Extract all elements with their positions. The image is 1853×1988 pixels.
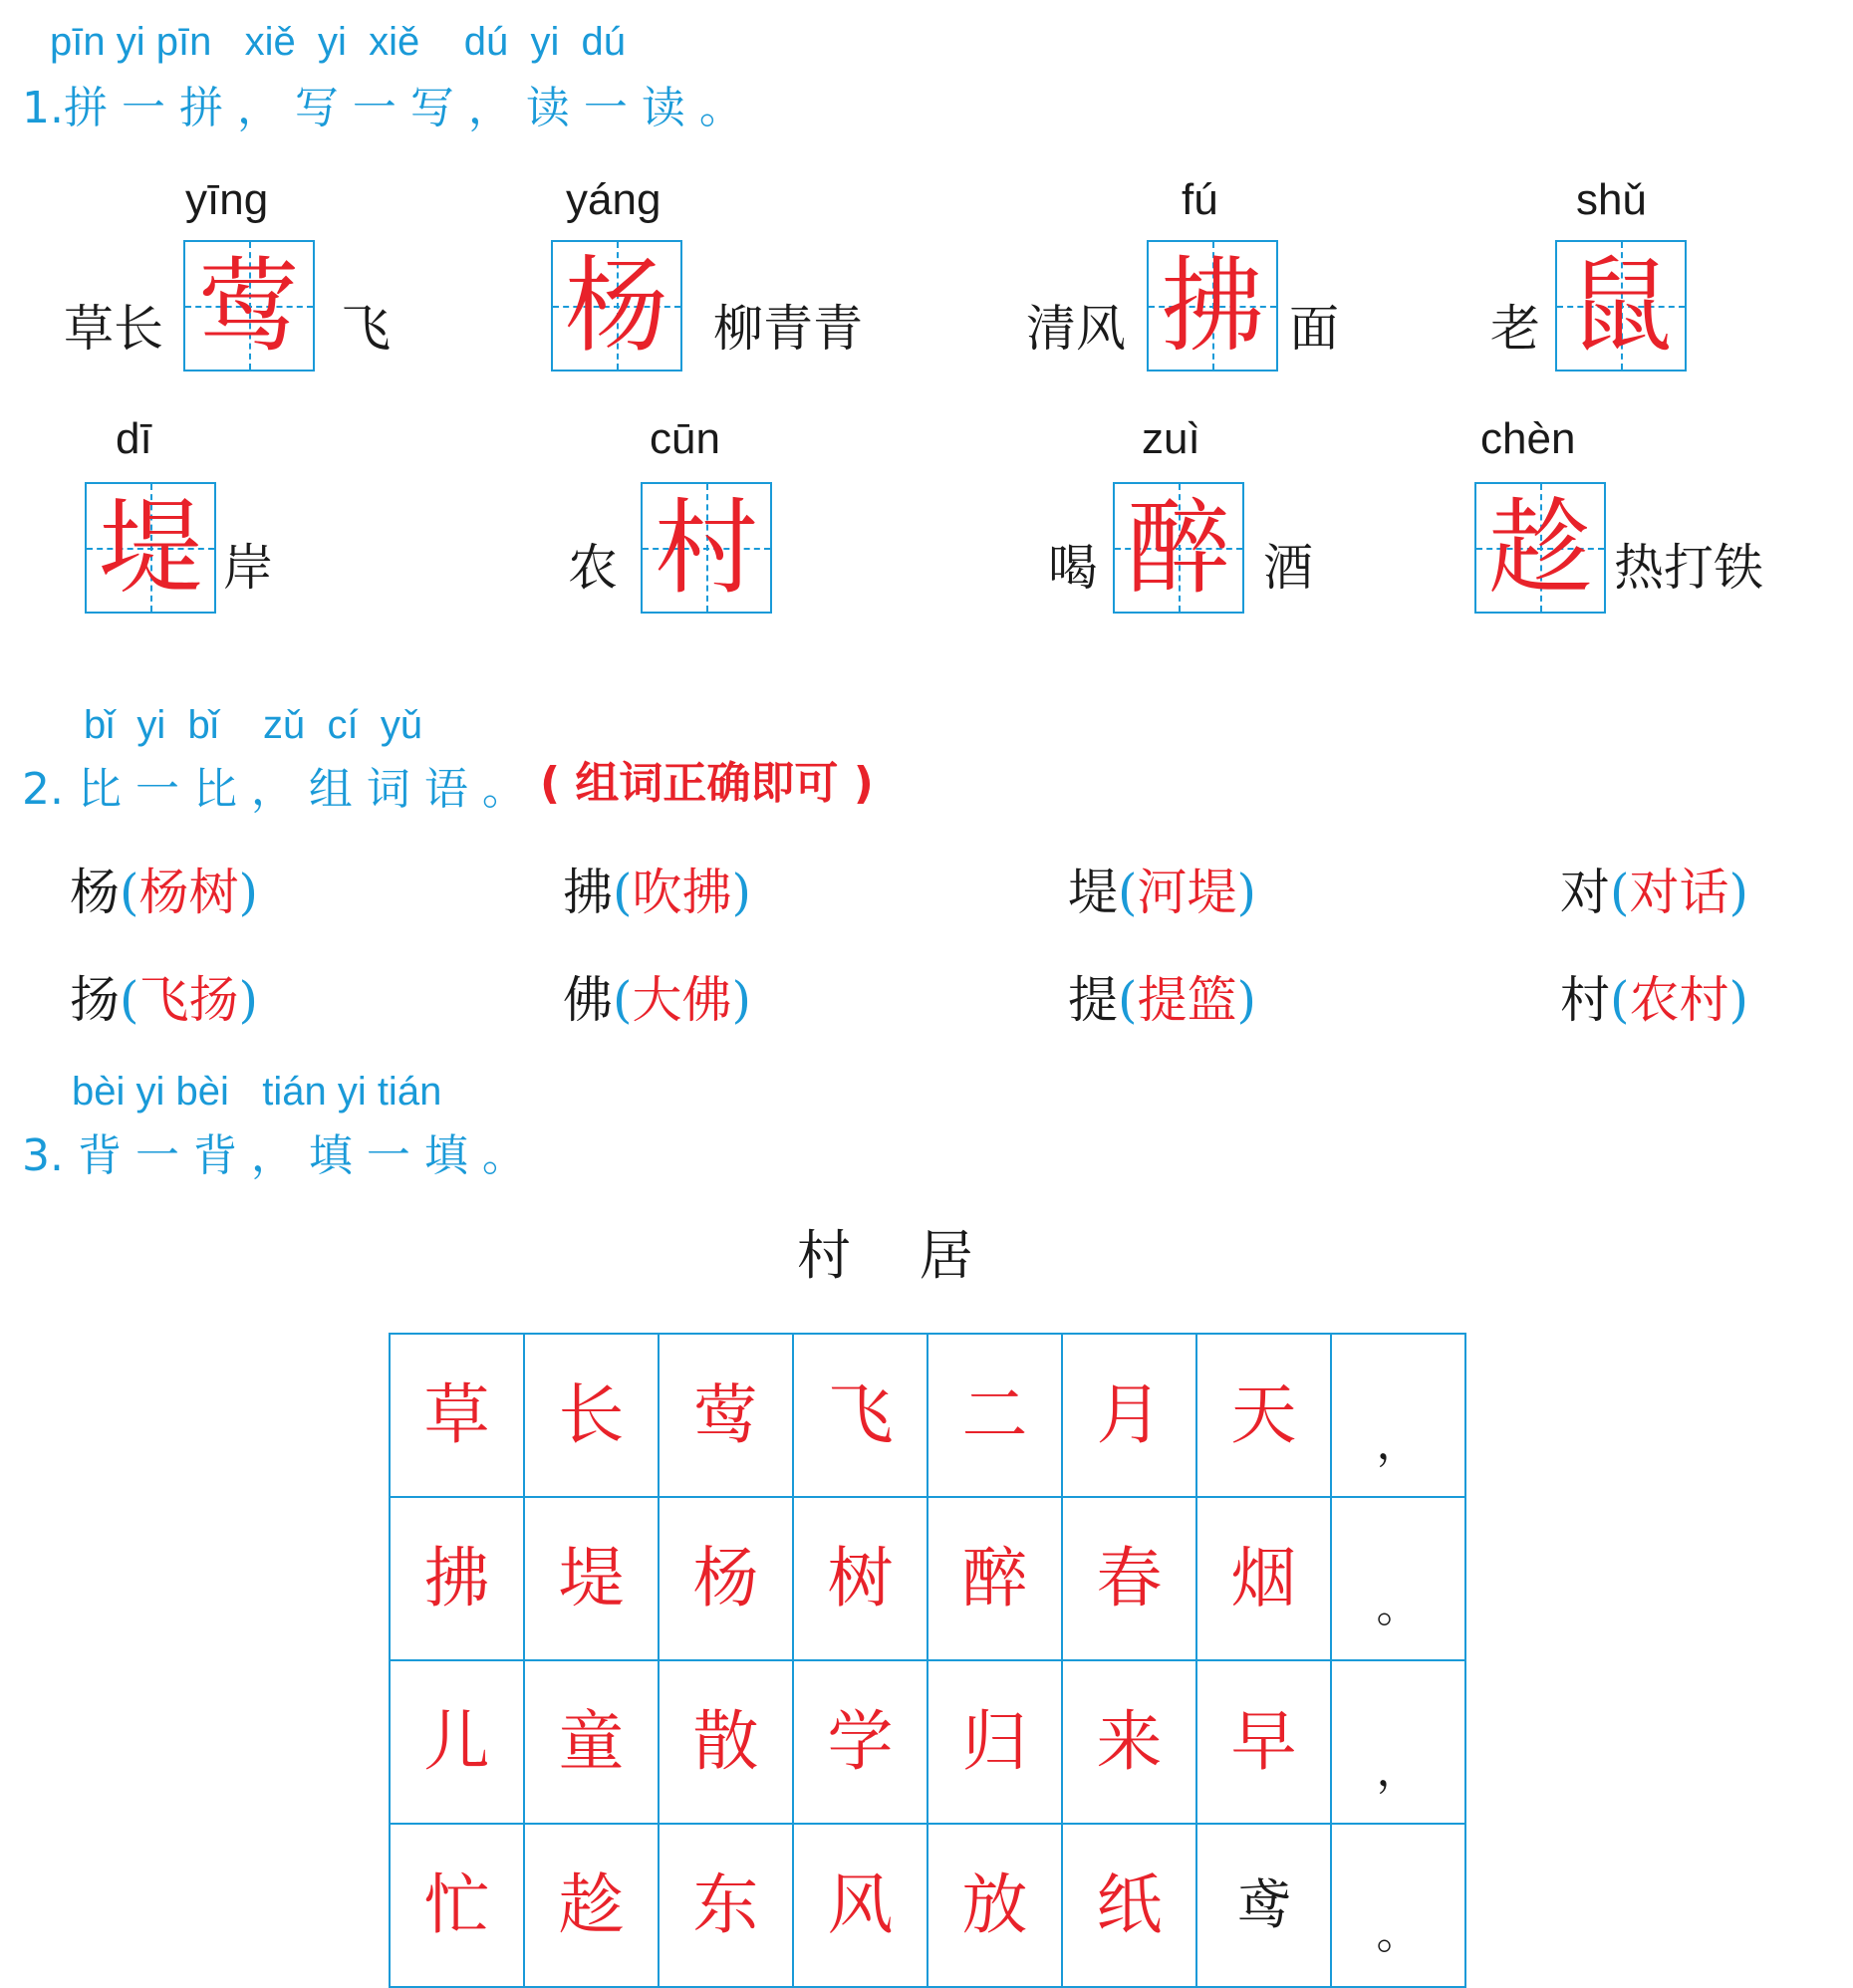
q1-item-char: 莺: [196, 245, 301, 367]
q1-item-after: 酒: [1263, 539, 1313, 597]
open-paren: (: [1610, 864, 1630, 921]
tianzige-box: [1555, 240, 1687, 372]
poem-line: [390, 1660, 1465, 1824]
poem-cell: 来: [1062, 1660, 1196, 1824]
q2-pair: [1068, 853, 1256, 924]
poem-cell: 散: [659, 1660, 793, 1824]
poem-line: [390, 1497, 1465, 1660]
q2-char: 村: [1560, 971, 1610, 1029]
poem-punctuation: ，: [1331, 1334, 1465, 1497]
poem-line: [390, 1334, 1465, 1497]
q1-item-after: 柳青青: [713, 300, 863, 358]
tianzige-box: [641, 482, 772, 614]
q1-item-after: 飞: [341, 300, 391, 358]
q2-pair: [563, 960, 751, 1032]
poem-cell: 月: [1062, 1334, 1196, 1497]
q1-item-after: 面: [1289, 300, 1339, 358]
poem-cell: 儿: [390, 1660, 524, 1824]
poem-cell: 烟: [1196, 1497, 1331, 1660]
open-paren: (: [613, 864, 633, 921]
q1-item-pinyin: yīng: [185, 175, 269, 224]
poem-grid: [389, 1333, 1466, 1988]
poem-cell: 天: [1196, 1334, 1331, 1497]
poem-punctuation: 。: [1331, 1497, 1465, 1660]
q1-item-pinyin: cūn: [650, 414, 720, 463]
poem-title: 村 居: [797, 1224, 973, 1287]
q2-char: 杨: [70, 864, 120, 921]
q2-pair: [1560, 853, 1748, 924]
q1-item-pinyin: chèn: [1480, 414, 1576, 463]
open-paren: (: [1118, 864, 1138, 921]
q1-item-before: 清风: [1026, 300, 1126, 358]
q2-word: 大佛: [632, 971, 732, 1029]
q2-char: 对: [1560, 864, 1610, 921]
q2-char: 堤: [1068, 864, 1118, 921]
q1-item-before: 老: [1490, 300, 1540, 358]
q3-pinyin: bèi yi bèi tián yi tián: [72, 1070, 442, 1114]
q2-char: 佛: [563, 971, 613, 1029]
open-paren: (: [120, 864, 139, 921]
q1-item-pinyin: zuì: [1142, 414, 1200, 463]
q1-item-char: 鼠: [1568, 245, 1673, 367]
q1-item-pinyin: dī: [116, 414, 152, 463]
poem-cell: 童: [524, 1660, 659, 1824]
q2-title: 2. 比 一 比 ， 组 词 语 。: [22, 764, 526, 815]
poem-cell: 长: [524, 1334, 659, 1497]
q2-word: 吹拂: [632, 864, 732, 921]
open-paren: (: [613, 971, 633, 1029]
q2-word: 对话: [1629, 864, 1729, 921]
poem-cell: 醉: [927, 1497, 1062, 1660]
poem-punctuation: 。: [1331, 1824, 1465, 1987]
tianzige-box: [1147, 240, 1278, 372]
q1-title: 1.拼 一 拼 ， 写 一 写 ， 读 一 读 。: [22, 83, 743, 133]
poem-cell: 二: [927, 1334, 1062, 1497]
poem-cell: 归: [927, 1660, 1062, 1824]
q1-item-char: 醉: [1126, 487, 1230, 609]
q1-item-after: 热打铁: [1614, 539, 1763, 597]
open-paren: (: [1118, 971, 1138, 1029]
poem-cell: 树: [793, 1497, 927, 1660]
poem-cell: 春: [1062, 1497, 1196, 1660]
close-paren: ): [1728, 864, 1749, 921]
q2-char: 拂: [563, 864, 613, 921]
poem-cell: 风: [793, 1824, 927, 1987]
poem-punctuation: ，: [1331, 1660, 1465, 1824]
poem-cell: 忙: [390, 1824, 524, 1987]
open-paren: (: [120, 971, 139, 1029]
poem-cell: 拂: [390, 1497, 524, 1660]
q1-item-char: 堤: [98, 487, 202, 609]
close-paren: ): [1236, 864, 1257, 921]
q2-pair: [70, 960, 258, 1032]
close-paren: ): [1236, 971, 1257, 1029]
q1-item-pinyin: fú: [1182, 175, 1218, 224]
poem-cell: 放: [927, 1824, 1062, 1987]
q2-char: 扬: [70, 971, 120, 1029]
close-paren: ): [731, 864, 752, 921]
q2-word: 农村: [1629, 971, 1729, 1029]
poem-cell: 东: [659, 1824, 793, 1987]
poem-cell: 杨: [659, 1497, 793, 1660]
poem-cell: 趁: [524, 1824, 659, 1987]
q2-pair: [1068, 960, 1256, 1032]
q2-word: 杨树: [138, 864, 239, 921]
q2-pair: [563, 853, 751, 924]
q1-pinyin: pīn yi pīn xiě yi xiě dú yi dú: [50, 20, 627, 64]
q1-item-char: 趁: [1487, 487, 1592, 609]
tianzige-box: [1474, 482, 1606, 614]
q1-item-char: 村: [654, 487, 758, 609]
q2-char: 提: [1068, 971, 1118, 1029]
close-paren: ): [238, 971, 259, 1029]
poem-cell: 堤: [524, 1497, 659, 1660]
q2-pair: [1560, 960, 1748, 1032]
q2-word: 飞扬: [138, 971, 239, 1029]
poem-cell: 早: [1196, 1660, 1331, 1824]
poem-cell: 莺: [659, 1334, 793, 1497]
open-paren: (: [1610, 971, 1630, 1029]
close-paren: ): [1728, 971, 1749, 1029]
q2-word: 河堤: [1137, 864, 1237, 921]
q2-pinyin: bǐ yi bǐ zǔ cí yǔ: [84, 703, 423, 747]
poem-cell: 纸: [1062, 1824, 1196, 1987]
tianzige-box: [183, 240, 315, 372]
tianzige-box: [1113, 482, 1244, 614]
poem-cell: 学: [793, 1660, 927, 1824]
q1-item-char: 杨: [564, 245, 668, 367]
poem-cell: 飞: [793, 1334, 927, 1497]
q1-item-char: 拂: [1160, 245, 1264, 367]
close-paren: ): [731, 971, 752, 1029]
q1-item-pinyin: shǔ: [1576, 175, 1647, 224]
close-paren: ): [238, 864, 259, 921]
q1-item-before: 农: [568, 539, 618, 597]
tianzige-box: [85, 482, 216, 614]
tianzige-box: [551, 240, 682, 372]
q3-title: 3. 背 一 背 ， 填 一 填 。: [22, 1130, 526, 1181]
q2-word: 提篮: [1137, 971, 1237, 1029]
poem-cell-given: 鸢: [1196, 1824, 1331, 1987]
q2-pair: [70, 853, 258, 924]
q1-item-before: 草长: [64, 300, 163, 358]
q1-item-before: 喝: [1048, 539, 1098, 597]
q1-item-after: 岸: [223, 539, 273, 597]
q1-item-pinyin: yáng: [566, 175, 662, 224]
q2-note: ( 组词正确即可 ): [540, 758, 874, 809]
poem-line: [390, 1824, 1465, 1987]
poem-cell: 草: [390, 1334, 524, 1497]
